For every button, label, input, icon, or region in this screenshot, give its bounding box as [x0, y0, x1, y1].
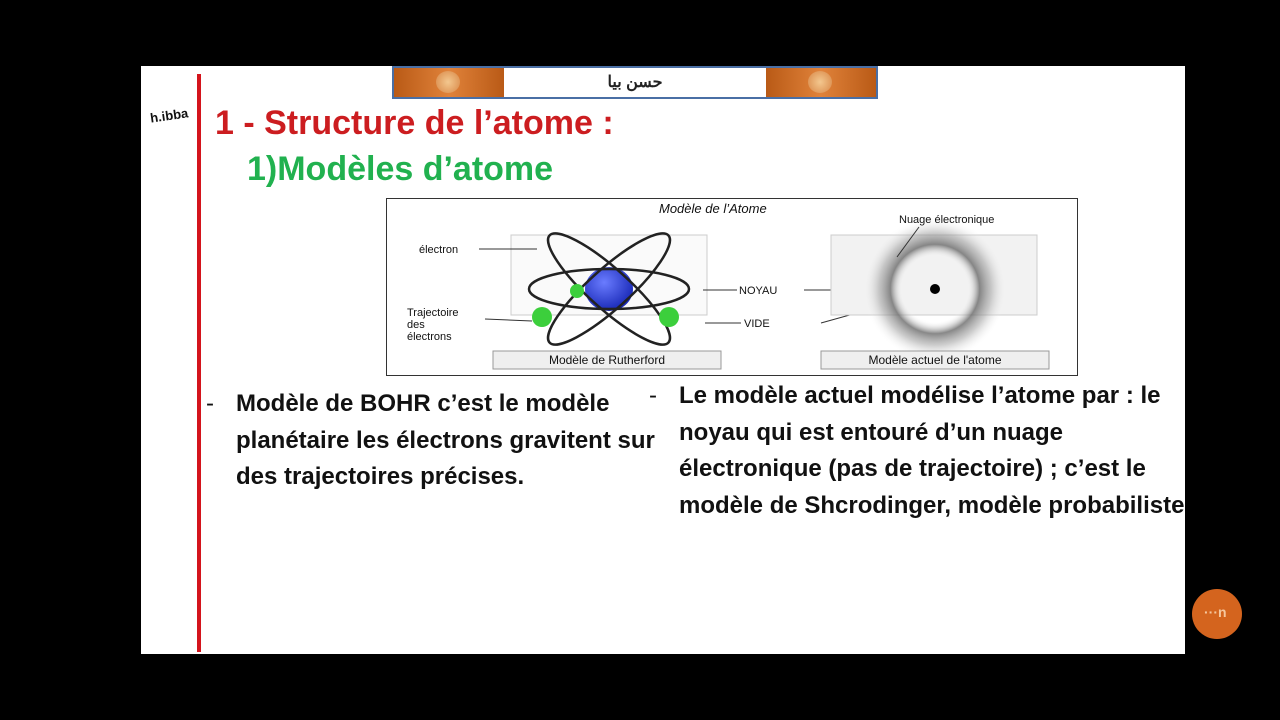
- modern-text: Le modèle actuel modélise l’atome par : le noyau qui est entouré d’un nuage électronique (pas de trajectoire) ; c’est le modèle de Shcrodinger, modèle probabiliste: [679, 382, 1185, 519]
- banner-text: حسن بيا: [607, 74, 663, 91]
- header-banner: [392, 66, 878, 99]
- author-label: h.ibba: [149, 105, 190, 126]
- label-trajectoire-des: des: [407, 319, 425, 331]
- atom-models-figure: [386, 198, 1078, 376]
- lightbulb-icon: [766, 68, 876, 97]
- bullet-dash: -: [649, 382, 657, 409]
- label-noyau: NOYAU: [739, 285, 778, 297]
- label-nuage: Nuage électronique: [899, 214, 995, 226]
- label-vide: VIDE: [744, 318, 770, 330]
- floating-menu-button[interactable]: [1192, 589, 1242, 639]
- red-vertical-rule: [197, 74, 201, 652]
- figure-title: Modèle de l’Atome: [659, 201, 767, 216]
- slide: [141, 66, 1185, 654]
- atom-diagram: [387, 199, 1077, 375]
- slide-subtitle: 1)Modèles d’atome: [247, 150, 554, 188]
- electron: [532, 307, 552, 327]
- caption-modern: Modèle actuel de l'atome: [868, 353, 1002, 367]
- slide-title: 1 - Structure de l’atome :: [215, 104, 614, 142]
- label-trajectoire-electrons: électrons: [407, 331, 452, 343]
- floating-button-label: ···n: [1204, 604, 1227, 620]
- nucleus-dot: [930, 284, 940, 294]
- label-trajectoire: Trajectoire: [407, 307, 459, 319]
- nucleus: [585, 267, 633, 311]
- electron: [570, 284, 584, 298]
- caption-rutherford: Modèle de Rutherford: [548, 353, 666, 367]
- bullet-dash: -: [206, 390, 214, 417]
- electron: [659, 307, 679, 327]
- bohr-text: Modèle de BOHR c’est le modèle planétaire les électrons gravitent sur des trajectoires précises.: [236, 390, 655, 490]
- bohr-paragraph: [206, 386, 656, 496]
- label-electron: électron: [419, 244, 459, 256]
- modern-paragraph: [649, 378, 1185, 524]
